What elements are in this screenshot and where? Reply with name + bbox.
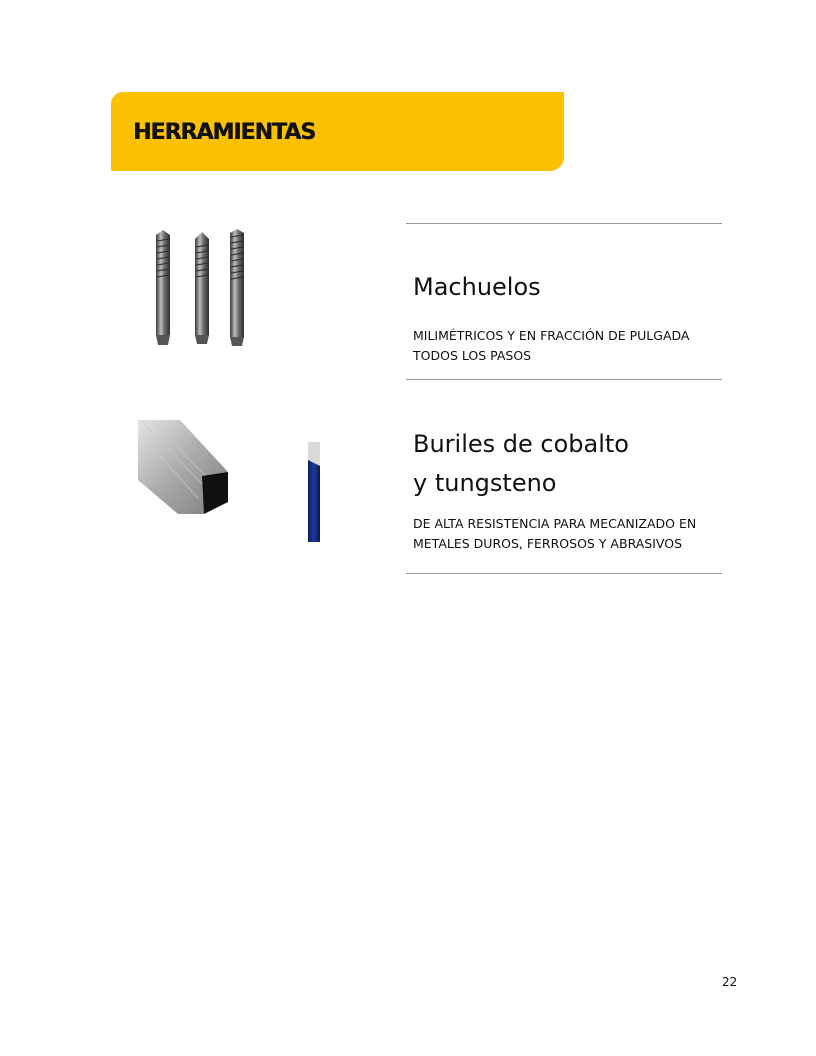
page-number: 22	[722, 975, 738, 989]
product-title-buriles	[413, 425, 629, 503]
divider	[406, 379, 722, 380]
section-title: HERRAMIENTAS	[133, 120, 316, 145]
screw-taps-icon	[138, 225, 270, 353]
product-title-machuelos: Machuelos	[413, 273, 541, 301]
description-line: METALES DUROS, FERROSOS Y ABRASIVOS	[413, 536, 683, 551]
product-description-buriles	[413, 514, 696, 554]
title-line: Buriles de cobalto	[413, 430, 629, 458]
divider	[406, 573, 722, 574]
description-line: DE ALTA RESISTENCIA PARA MECANIZADO EN	[413, 516, 697, 531]
description-line: MILIMÉTRICOS Y EN FRACCIÓN DE PULGADA	[413, 328, 690, 343]
divider	[406, 223, 722, 224]
title-line: y tungsteno	[413, 469, 557, 497]
tool-bits-icon	[138, 420, 323, 544]
section-banner	[111, 92, 564, 171]
description-line: TODOS LOS PASOS	[413, 348, 532, 363]
product-description-machuelos	[413, 326, 689, 366]
